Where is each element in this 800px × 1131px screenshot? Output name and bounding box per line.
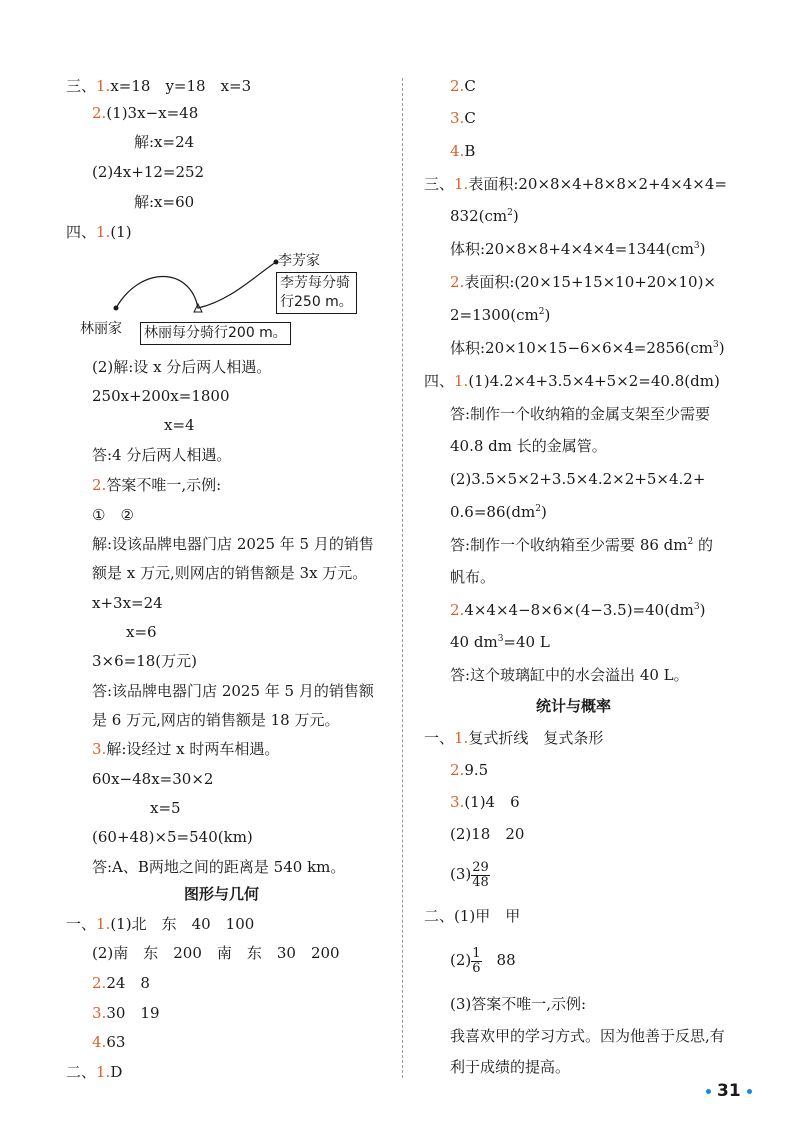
- answer-line: 一、1.(1)北 东 40 100: [66, 915, 255, 933]
- answer-line: 答:这个玻璃缸中的水会溢出 40 L。: [450, 666, 689, 684]
- answer-line: (2)3.5×5×2+3.5×4.2×2+5×4.2+: [450, 470, 706, 488]
- answer-line: 4.63: [92, 1033, 126, 1051]
- answer-line: 250x+200x=1800: [92, 387, 230, 405]
- answer-line: 3×6=18(万元): [92, 652, 198, 670]
- answer-line: 2.表面积:(20×15+15×10+20×10)×: [450, 273, 717, 291]
- answer-line: 四、1.(1)4.2×4+3.5×4+5×2=40.8(dm): [424, 372, 720, 390]
- answer-line: 2.答案不唯一,示例:: [92, 476, 222, 494]
- answer-line: 是 6 万元,网店的销售额是 18 万元。: [92, 711, 340, 729]
- answer-line: 2.C: [450, 77, 476, 95]
- answer-line: 3.30 19: [92, 1004, 160, 1022]
- answer-line: (2)18 20: [450, 825, 525, 843]
- answer-line: 答:A、B两地之间的距离是 540 km。: [92, 858, 346, 876]
- dot-icon: [706, 1089, 711, 1094]
- answer-line: 我喜欢甲的学习方式。因为他善于反思,有: [450, 1027, 725, 1045]
- answer-line: 3.(1)4 6: [450, 793, 520, 811]
- answer-line: 二、(1)甲 甲: [424, 907, 521, 925]
- answer-line: 2.9.5: [450, 761, 489, 779]
- route-diagram: [80, 246, 380, 346]
- answer-line: (2)南 东 200 南 东 30 200: [92, 944, 340, 962]
- dot-icon: [747, 1089, 752, 1094]
- page-number: 31: [700, 1079, 758, 1103]
- fraction: $\frac{1}{6}$: [472, 945, 481, 976]
- answer-line: 解:x=60: [134, 193, 195, 211]
- answer-line: 答:4 分后两人相遇。: [92, 446, 232, 464]
- answer-line: 答:制作一个收纳箱的金属支架至少需要: [450, 405, 711, 423]
- lin-speed-box: 林丽每分骑行200 m。: [140, 322, 291, 345]
- answer-line: x=4: [164, 416, 195, 434]
- lin-home-label: 林丽家: [80, 321, 122, 337]
- answer-line: 60x−48x=30×2: [92, 770, 214, 788]
- answer-line: 体积$:20\times 10\times 15-6\times 6\times 4=2856(cm^3)$: [450, 339, 725, 357]
- answer-line: (3) $\frac{29}{48}$: [450, 859, 489, 890]
- answer-line: 帆布。: [450, 568, 496, 586]
- answer-line: 40 $dm^3=40$ L: [450, 633, 550, 651]
- answer-line: (60+48)×5=540(km): [92, 828, 253, 846]
- section-heading: 统计与概率: [536, 697, 612, 715]
- answer-line: 利于成绩的提高。: [450, 1058, 571, 1076]
- answer-line: x+3x=24: [92, 594, 163, 612]
- li-speed-box: 李芳每分骑 行250 m。: [276, 272, 357, 314]
- answer-line: x=5: [150, 799, 181, 817]
- section-heading: 图形与几何: [184, 885, 260, 903]
- answer-line: 二、1.D: [66, 1063, 123, 1081]
- answer-line: (2) $\frac{1}{6}$ 88: [450, 945, 516, 976]
- answer-line: (2)4x+12=252: [92, 163, 205, 181]
- answer-line: $0.6=86(dm^2)$: [450, 503, 547, 521]
- answer-line: ① ②: [92, 506, 134, 524]
- answer-line: 2.(1)3x−x=48: [92, 104, 199, 122]
- answer-line: 四、1.(1): [66, 223, 132, 241]
- answer-line: 额是 x 万元,则网店的销售额是 3x 万元。: [92, 564, 368, 582]
- answer-line: 体积$:20\times 8\times 8+4\times 4\times 4=1344(cm^3)$: [450, 240, 706, 258]
- answer-line: 解:设该品牌电器门店 2025 年 5 月的销售: [92, 535, 374, 553]
- answer-line: 三、1.表面积:20×8×4+8×8×2+4×4×4=: [424, 175, 727, 193]
- answer-line: 40.8 dm 长的金属管。: [450, 437, 607, 455]
- answer-line: 一、1.复式折线 复式条形: [424, 729, 604, 747]
- answer-line: 3.解:设经过 x 时两车相遇。: [92, 740, 280, 758]
- answer-line: 2.24 8: [92, 974, 150, 992]
- answer-line: $2=1300(cm^2)$: [450, 306, 551, 324]
- answer-line: 4.B: [450, 142, 476, 160]
- answer-line: 答:制作一个收纳箱至少需要 86 $dm^2$ 的: [450, 536, 714, 554]
- answer-line: (3)答案不唯一,示例:: [450, 995, 587, 1013]
- answer-line: 三、1.x=18 y=18 x=3: [66, 77, 252, 95]
- li-home-label: 李芳家: [278, 253, 320, 269]
- answer-line: 答:该品牌电器门店 2025 年 5 月的销售额: [92, 682, 374, 700]
- answer-line: $832(cm^2)$: [450, 207, 519, 225]
- answer-line: $2.4\times 4\times 4-8\times 6\times(4-3.5)=40(dm^3)$: [450, 601, 706, 619]
- answer-line: 解:x=24: [134, 133, 195, 151]
- fraction: $\frac{29}{48}$: [472, 859, 489, 890]
- answer-line: x=6: [126, 623, 157, 641]
- answer-line: 3.C: [450, 109, 476, 127]
- answer-line: (2)解:设 x 分后两人相遇。: [92, 358, 272, 376]
- column-divider: [402, 78, 403, 1078]
